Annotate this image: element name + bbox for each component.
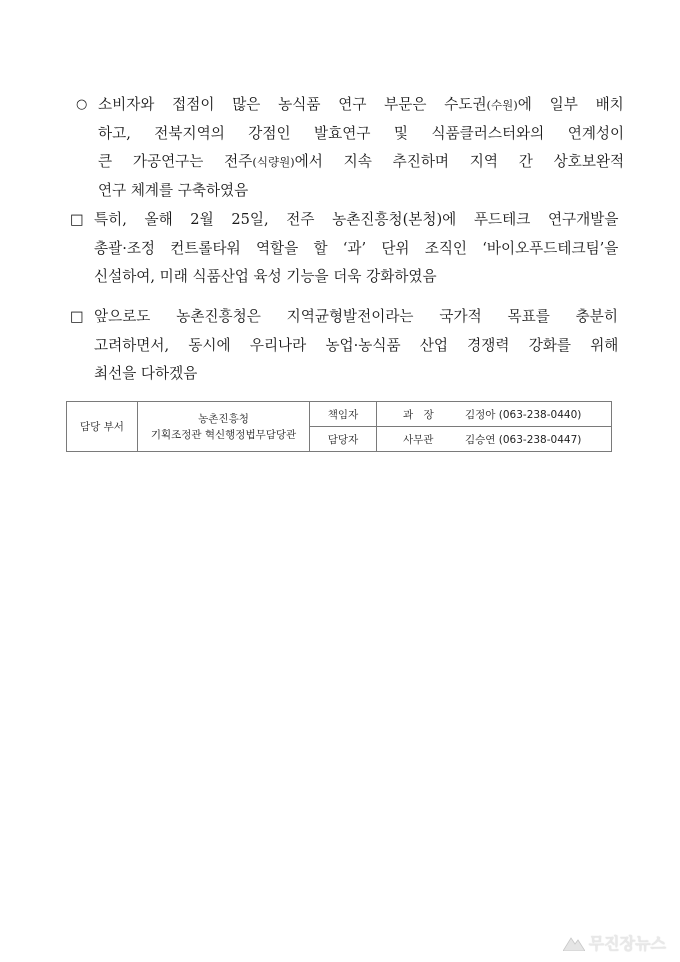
paragraph-line [70, 303, 618, 332]
paragraph-line [76, 120, 624, 149]
paragraph-line [70, 235, 618, 264]
watermark [563, 931, 666, 954]
paragraph-text: 최선을 다하겠음 [94, 365, 198, 382]
paragraph-line [70, 360, 618, 389]
paragraph-line [70, 206, 618, 235]
person-name-phone: 김승연 (063-238-0447) [465, 433, 582, 446]
mountain-logo-icon [563, 935, 585, 951]
text-segment: 에서 지속 추진하며 지역 간 상호보완적 [294, 153, 625, 170]
person-cell [377, 402, 612, 427]
small-annotation: (수원) [486, 98, 518, 112]
paragraph-line [70, 263, 618, 292]
role-cell: 책임자 [310, 402, 377, 427]
dept-label-cell: 담당 부서 [67, 402, 138, 452]
paragraph-text: 하고, 전북지역의 강점인 발효연구 및 식품클러스터와의 연계성이 [98, 124, 625, 142]
text-segment: 에 일부 배치 [517, 96, 624, 113]
paragraph-foodtech-team [70, 206, 618, 292]
paragraph-text: 연구 체계를 구축하였음 [98, 181, 249, 199]
paragraph-text: 특히, 올해 2월 25일, 전주 농촌진흥청(본청)에 푸드테크 연구개발을 [94, 211, 619, 228]
paragraph-text: 고려하면서, 동시에 우리나라 농업·농식품 산업 경쟁력 강화를 위해 [94, 336, 619, 354]
paragraph-text: 총괄·조정 컨트롤타워 역할을 할 ‘과’ 단위 조직인 ‘바이오푸드테크팀’을 [94, 239, 619, 257]
paragraph-text: 신설하여, 미래 식품산업 육성 기능을 더욱 강화하였음 [94, 268, 437, 285]
role-cell: 담당자 [310, 427, 377, 452]
person-title: 과 장 [403, 408, 434, 421]
text-segment: 소비자와 접점이 많은 농식품 연구 부문은 수도권 [98, 96, 487, 113]
table-row [67, 402, 612, 427]
paragraph-text [98, 148, 624, 177]
dept-division: 기획조정관 혁신행정법무담당관 [150, 428, 297, 441]
paragraph-text: 앞으로도 농촌진흥청은 지역균형발전이라는 국가적 목표를 충분히 [94, 308, 618, 325]
paragraph-line [76, 177, 624, 206]
person-cell [377, 427, 612, 452]
square-bullet-icon: □ [70, 308, 84, 325]
text-segment: 큰 가공연구는 전주 [98, 153, 253, 170]
circle-bullet-icon: ○ [76, 97, 88, 112]
watermark-text: 무진장뉴스 [588, 934, 666, 953]
dept-cell [138, 402, 310, 452]
paragraph-line [76, 91, 624, 120]
person-title: 사무관 [403, 433, 434, 446]
person-name-phone: 김정아 (063-238-0440) [465, 408, 582, 421]
paragraph-line [76, 148, 624, 177]
contact-table [66, 401, 612, 452]
paragraph-consumer-research [76, 91, 624, 205]
paragraph-future-plan [70, 303, 618, 389]
small-annotation: (식량원) [252, 155, 295, 169]
dept-org: 농촌진흥청 [198, 412, 249, 425]
paragraph-text [98, 91, 624, 120]
paragraph-line [70, 332, 618, 361]
square-bullet-icon: □ [70, 211, 84, 228]
